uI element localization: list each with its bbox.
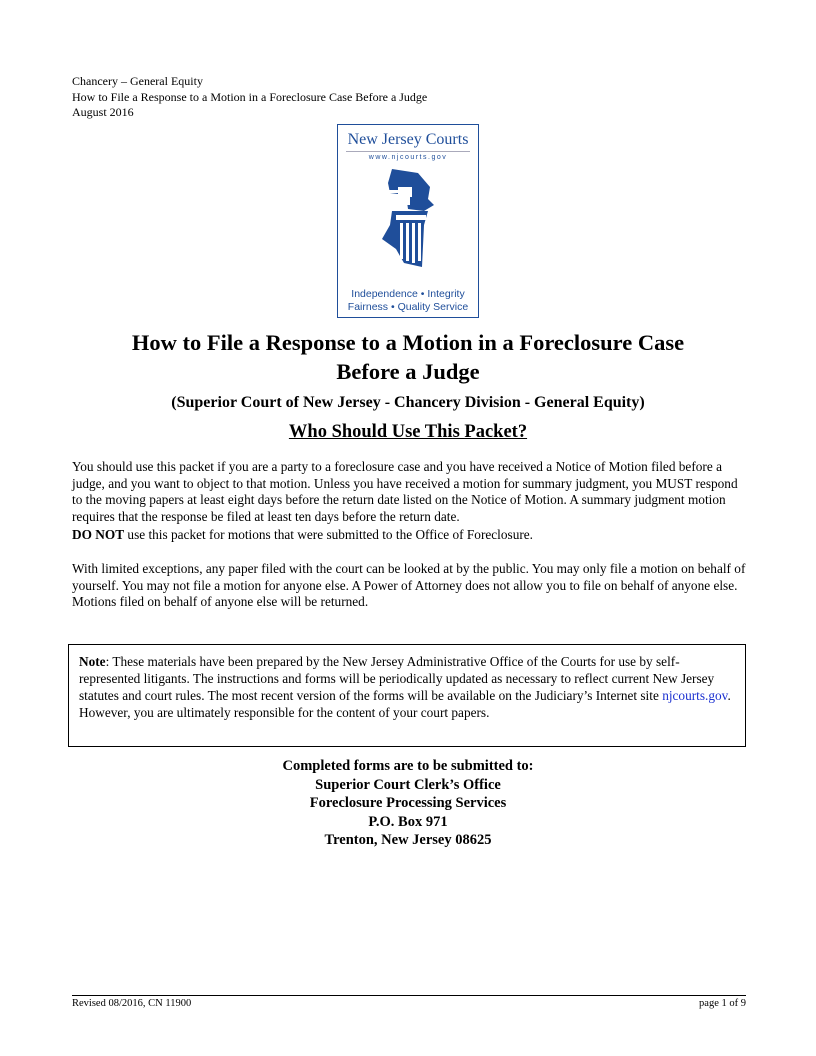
logo-url: www.njcourts.gov bbox=[346, 151, 470, 161]
address-line: Completed forms are to be submitted to: bbox=[282, 758, 534, 774]
title-line: Before a Judge bbox=[336, 359, 480, 384]
nj-column-gavel-icon bbox=[378, 165, 438, 275]
note-text: : These materials have been prepared by the New Jersey Administrative Office of the Courts for use by self-represented litigants. The instructions and forms will be periodically updated as necessary to reflect current New Jersey statutes and court rules. The most recent version of the forms will be available on the Judiciary’s Internet site bbox=[79, 654, 715, 703]
footer-divider bbox=[72, 995, 746, 996]
note-label: Note bbox=[79, 654, 106, 669]
footer-revision: Revised 08/2016, CN 11900 bbox=[72, 998, 192, 1009]
address-line: Superior Court Clerk’s Office bbox=[315, 776, 501, 793]
subtitle: (Superior Court of New Jersey - Chancery Division - General Equity) bbox=[171, 394, 645, 411]
address-line: P.O. Box 971 bbox=[368, 813, 448, 830]
note-text: . However, you are ultimately responsible for the content of your court papers. bbox=[79, 688, 731, 720]
logo-motto: Independence • Integrity bbox=[351, 288, 465, 300]
address-line: Trenton, New Jersey 08625 bbox=[324, 832, 492, 848]
paragraph bbox=[72, 459, 746, 525]
paragraph-text: use this packet for motions that were submitted to the Office of Foreclosure. bbox=[124, 527, 533, 542]
running-header bbox=[72, 74, 427, 121]
logo-motto: Fairness • Quality Service bbox=[347, 301, 469, 313]
footer-page-number: page 1 of 9 bbox=[699, 998, 746, 1009]
emphasis: DO NOT bbox=[72, 527, 125, 542]
paragraph-text: With limited exceptions, any paper filed with the court can be looked at by the public. You may only file a motion on behalf of yourself. You may not file a motion for anyone else. A Power of Attorney does not allow you to file on behalf of anyone else. Motions filed on behalf of anyone else will be returned. bbox=[72, 561, 746, 609]
header-line: Chancery – General Equity bbox=[72, 74, 203, 88]
note-box bbox=[68, 644, 746, 747]
header-line: August 2016 bbox=[72, 105, 134, 119]
nj-courts-logo bbox=[337, 124, 479, 318]
submission-address bbox=[72, 757, 744, 850]
paragraph bbox=[72, 561, 746, 611]
section-heading: Who Should Use This Packet? bbox=[288, 422, 528, 442]
paragraph-text: You should use this packet if you are a party to a foreclosure case and you have received a Notice of Motion filed before a judge, and you want to object to that motion. Unless you have received a motion for summary judgment, you MUST respond to the moving papers at least eight days before the return date listed on the Notice of Motion. A summary judgment motion requires that the response be filed at least ten days before the return date. bbox=[72, 459, 738, 524]
title-line: How to File a Response to a Motion in a Foreclosure Case bbox=[131, 330, 685, 355]
logo-title: New Jersey Courts bbox=[347, 131, 469, 148]
address-line: Foreclosure Processing Services bbox=[309, 795, 507, 811]
paragraph bbox=[72, 527, 746, 544]
page-title bbox=[72, 328, 744, 386]
njcourts-link[interactable]: njcourts.gov bbox=[662, 688, 728, 703]
header-line: How to File a Response to a Motion in a Foreclosure Case Before a Judge bbox=[72, 89, 428, 104]
